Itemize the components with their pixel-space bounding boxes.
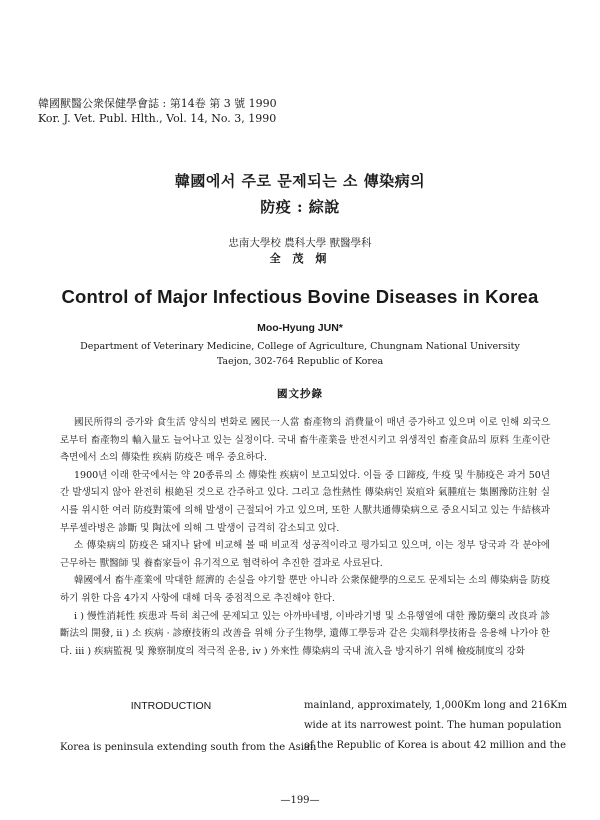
- intro-right-column: [304, 696, 568, 756]
- author-en: Moo-Hyung JUN*: [257, 322, 343, 334]
- affiliation-en-line1: Department of Veterinary Medicine, College of Agriculture, Chungnam National University: [80, 341, 520, 352]
- abstract-body: [60, 414, 550, 660]
- author-kr: 全 茂 炯: [269, 252, 331, 265]
- abstract-paragraph: 韓國에서 畜牛產業에 막대한 經濟的 손실을 야기할 뿐만 아니라 公衆保健學的으로도 문제되는 소의 傳染病을 防疫하기 위한 다음 4가지 사항에 대해 더욱 중점적으로 추진해야 한다.: [60, 575, 550, 604]
- page-number: —199—: [280, 795, 320, 806]
- journal-name-kr: 韓國獸醫公衆保健學會誌 : 第14卷 第 3 號 1990: [38, 97, 277, 110]
- institution-kr: 忠南大學校 農科大學 獸醫學科: [228, 237, 372, 249]
- affiliation-kr: [0, 236, 600, 266]
- intro-text-right-line: of the Republic of Korea is about 42 million and the: [304, 740, 566, 751]
- journal-name-en: Kor. J. Vet. Publ. Hlth., Vol. 14, No. 3, 1990: [38, 112, 277, 125]
- abstract-paragraph: 國民所得의 증가와 食生活 양식의 변화로 國民一人當 畜產物의 消費量이 매년 증가하고 있으며 이로 인해 외국으로부터 畜產物의 輸入量도 늘어나고 있는 실정이다. 국내 畜牛產業을 반전시키고 위생적인 畜產食品의 原料 生產이란 측면에서 소의 傳染性 疾病 防疫은 매우 중요하다.: [60, 417, 550, 464]
- section-heading-introduction: INTRODUCTION: [130, 700, 212, 712]
- article-title-en: Control of Major Infectious Bovine Diseases in Korea: [61, 286, 539, 307]
- abstract-paragraph: 소 傳染病의 防疫은 돼지나 닭에 비교해 볼 때 비교적 성공적이라고 평가되고 있으며, 이는 정부 당국과 각 분야에 근무하는 獸醫師 및 養畜家들이 유기적으로 협력하여 추진한 결과로 사료된다.: [60, 540, 550, 569]
- article-title-kr-line1: 韓國에서 주로 문제되는 소 傳染病의: [174, 172, 426, 190]
- abstract-heading: 國文抄錄: [277, 388, 323, 400]
- journal-citation: [38, 96, 277, 126]
- article-title-kr: [0, 168, 600, 220]
- intro-text-left: Korea is peninsula extending south from the Asian: [60, 742, 317, 753]
- intro-text-right-line: mainland, approximately, 1,000Km long and 216Km: [304, 700, 568, 711]
- abstract-paragraph: 1900년 이래 한국에서는 약 20종류의 소 傳染性 疾病이 보고되었다. 이들 중 口蹄疫, 牛疫 및 牛肺疫은 과거 50년간 발생되지 않아 완전히 根絶된 것으로 간주하고 있다. 그리고 急性熱性 傳染病인 炭疽와 氣腫疽는 集團豫防注射 실시를 위시한 여러 防疫對策에 의해 발생이 근절되어 가고 있으며, 또한 人獸共通傳染病으로 중요시되고 있는 牛結核과 부루셀라병은 診斷 및 陶汰에 의해 그 발생이 급격히 감소되고 있다.: [60, 469, 550, 534]
- affiliation-en: [0, 339, 600, 369]
- intro-text-right-line: wide at its narrowest point. The human population: [304, 720, 562, 731]
- affiliation-en-line2: Taejon, 302-764 Republic of Korea: [216, 356, 384, 367]
- abstract-paragraph: i ) 慢性消耗性 疾患과 특히 최근에 문제되고 있는 아까바네병, 이바라기병 및 소유행열에 대한 豫防藥의 改良과 診斷法의 開發, ii ) 소 疾病 · 診療技術의 改善을 위해 分子生物學, 遺傳工學등과 같은 尖端科學技術을 응용해 나가야 한다. iii ) 疾病監視 및 豫察制度의 적극적 운용, iv ) 外來性 傳染病의 국내 流入을 방지하기 위해 檢疫制度의 강화: [60, 610, 550, 657]
- intro-left-column: [60, 696, 317, 758]
- article-title-kr-line2: 防疫 : 綜說: [260, 198, 340, 216]
